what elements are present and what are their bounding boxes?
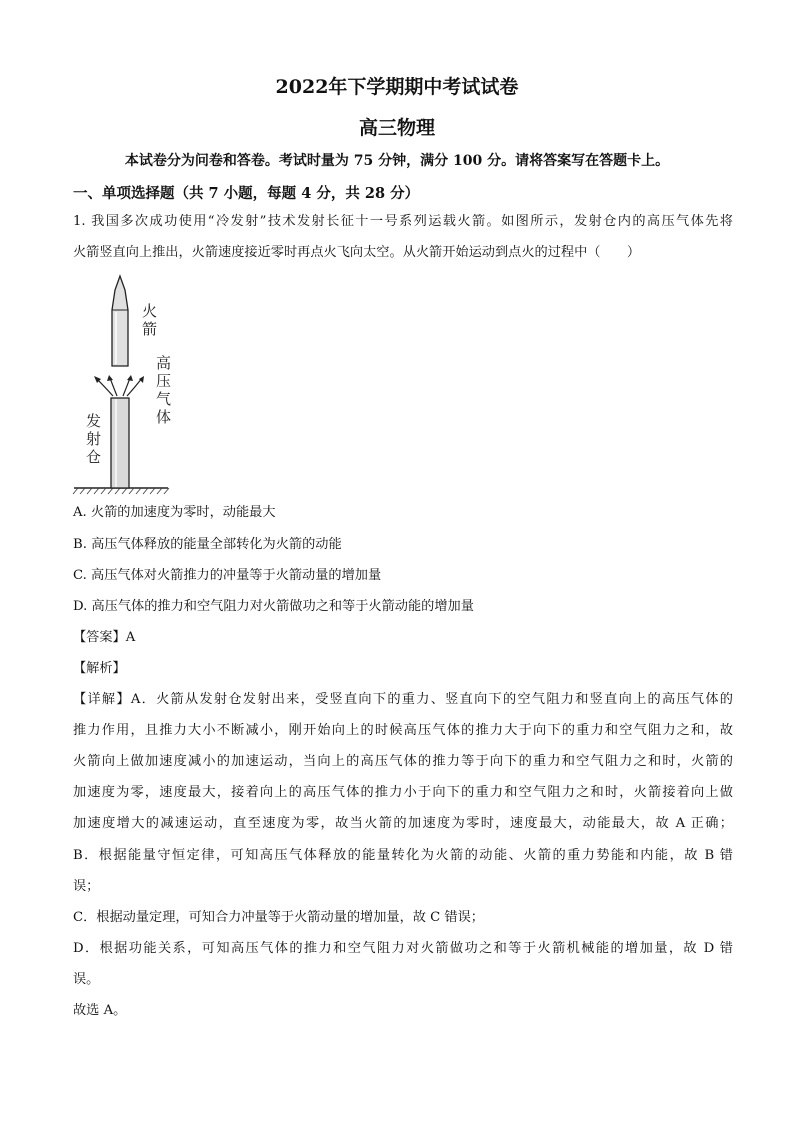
rocket-body (112, 276, 128, 366)
answer-label: 【答案】 (73, 630, 126, 645)
silo-label-3: 仓 (86, 448, 102, 466)
question-stem-line-1: 1. 我国多次成功使用“冷发射”技术发射长征十一号系列运载火箭。如图所示，发射仓内的高压气体先将 (73, 214, 733, 229)
gas-arrows (96, 378, 142, 396)
rocket-label-1: 火 (142, 302, 158, 320)
explanation-line-10: 误。 (73, 972, 100, 987)
gas-label-2: 压 (156, 372, 172, 390)
answer-line (73, 628, 733, 648)
gas-arrowheads (94, 375, 144, 383)
option-d: D. 高压气体的推力和空气阻力对火箭做功之和等于火箭动能的增加量 (73, 599, 474, 614)
exam-title: 2022年下学期期中考试试卷 (275, 76, 519, 98)
ground-hatching (73, 488, 169, 494)
subject-title: 高三物理 (358, 117, 435, 139)
explanation-line-6: B．根据能量守恒定律，可知高压气体释放的能量转化为火箭的动能、火箭的重力势能和内能，故 B 错 (73, 848, 733, 863)
gas-label-1: 高 (156, 354, 172, 372)
explanation-line-1: 【详解】A．火箭从发射仓发射出来，受竖直向下的重力、竖直向下的空气阻力和竖直向上的高压气体的 (73, 692, 733, 707)
launch-silo (111, 398, 129, 488)
explanation-line-11: 故选 A。 (73, 1003, 127, 1018)
question-stem-line-2: 火箭竖直向上推出，火箭速度接近零时再点火飞向太空。从火箭开始运动到点火的过程中（ ） (73, 245, 641, 260)
option-a: A. 火箭的加速度为零时，动能最大 (73, 505, 276, 520)
silo-label-1: 发 (86, 412, 102, 430)
exam-instructions: 本试卷分为问卷和答卷。考试时量为 75 分钟，满分 100 分。请将答案写在答题卡上。 (124, 153, 670, 169)
option-b: B. 高压气体释放的能量全部转化为火箭的动能 (73, 537, 342, 552)
rocket-label-2: 箭 (142, 320, 158, 338)
explanation-line-9: D．根据功能关系，可知高压气体的推力和空气阻力对火箭做功之和等于火箭机械能的增加量，故 D 错 (73, 941, 733, 956)
explanation-line-4: 加速度为零，速度最大，接着向上的高压气体的推力小于向下的重力和空气阻力之和时，火箭接着向上做 (73, 785, 733, 800)
rocket-launch-figure (70, 268, 210, 500)
explanation-line-7: 误； (73, 879, 100, 894)
explanation-line-5: 加速度增大的减速运动，直至速度为零，故当火箭的加速度为零时，速度最大，动能最大，故 A 正确； (73, 816, 733, 831)
answer-value: A (125, 630, 136, 645)
analysis-label: 【解析】 (73, 661, 126, 676)
gas-label-3: 气 (156, 390, 172, 408)
option-c: C. 高压气体对火箭推力的冲量等于火箭动量的增加量 (73, 568, 382, 583)
silo-label-2: 射 (86, 430, 102, 448)
gas-label-4: 体 (156, 408, 172, 426)
explanation-line-2: 推力作用，且推力大小不断减小，刚开始向上的时候高压气体的推力大于向下的重力和空气阻力之和，故 (73, 723, 733, 738)
explanation-line-3: 火箭向上做加速度减小的加速运动，当向上的高压气体的推力等于向下的重力和空气阻力之和时，火箭的 (73, 754, 733, 769)
explanation-line-8: C．根据动量定理，可知合力冲量等于火箭动量的增加量，故 C 错误； (73, 910, 484, 925)
section-heading: 一、单项选择题（共 7 小题，每题 4 分，共 28 分） (73, 185, 420, 202)
